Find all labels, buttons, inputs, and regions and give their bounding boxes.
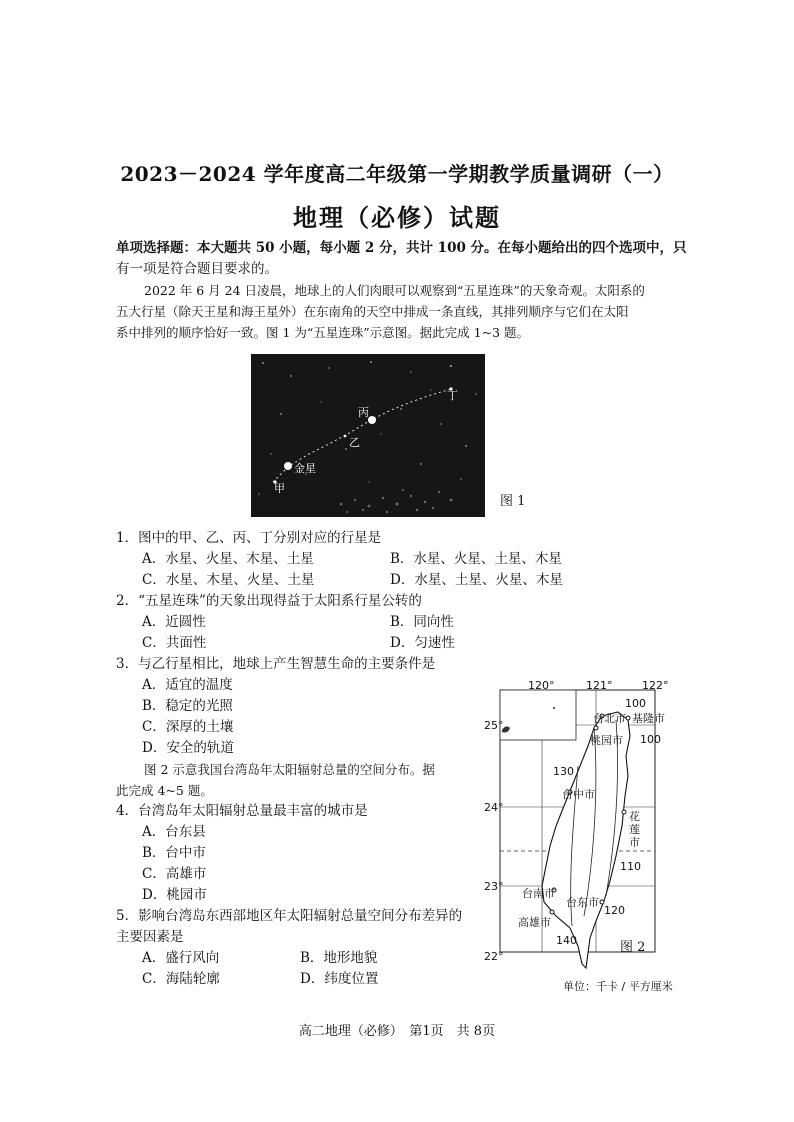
q3-option-d: D．安全的轨道 [142,740,234,756]
planet-yi-dot [344,435,347,438]
city-taipei: 台北市 [593,712,626,725]
lat-label-24: 24° [484,801,504,814]
q2-option-d: D．匀速性 [390,635,455,651]
label-jia: 甲 [274,482,285,495]
city-taitung: 台东市 [566,896,599,909]
isoline-100-north: 100 [625,697,646,710]
lat-label-25: 25° [484,719,504,732]
question-5-stem-line1: 5．影响台湾岛东西部地区年太阳辐射总量空间分布差异的 [116,908,463,924]
venus-dot [284,462,292,470]
isoline-130: 130 [553,765,574,778]
city-hualien: 花莲市 [629,810,640,849]
q5-option-b: B．地形地貌 [300,950,378,966]
material1-line1: 2022 年 6 月 24 日凌晨，地球上的人们肉眼可以观察到“五星连珠”的天象奇观。太阳系的 [144,283,645,298]
q1-option-a: A．水星、火星、木星、土星 [142,551,314,567]
city-taichung: 台中市 [562,788,595,801]
figure1-caption: 图 1 [500,494,526,509]
material2-line1: 图 2 示意我国台湾岛年太阳辐射总量的空间分布。据 [144,762,435,777]
q2-option-a: A．近圆性 [142,614,206,630]
isoline-110: 110 [620,860,641,873]
label-venus: 金星 [294,462,316,475]
lon-label-122: 122° [642,679,669,692]
q2-option-b: B．同向性 [390,614,454,630]
question-3-stem: 3．与乙行星相比，地球上产生智慧生命的主要条件是 [116,656,436,672]
q5-option-a: A．盛行风向 [142,950,220,966]
material2-line2: 此完成 4~5 题。 [116,783,213,798]
exam-subtitle: 地理（必修）试题 [293,203,501,232]
section-instruction-line2: 有一项是符合题目要求的。 [116,261,278,277]
isoline-120: 120 [604,904,625,917]
lon-label-120: 120° [528,679,555,692]
section-instruction-line1: 单项选择题：本大题共 50 小题，每小题 2 分，共计 100 分。在每小题给出的四个选项中，只 [116,240,687,256]
material1-line2: 五大行星（除天王星和海王星外）在东南角的天空中排成一条直线，其排列顺序与它们在太阳 [116,304,629,319]
page-footer: 高二地理（必修） 第1页 共 8页 [298,1024,496,1039]
city-taoyuan: 桃园市 [590,734,623,747]
isoline-140: 140 [556,934,577,947]
question-1-stem: 1．图中的甲、乙、丙、丁分别对应的行星是 [116,530,382,546]
lat-label-22: 22° [484,950,504,963]
city-tainan: 台南市 [522,887,555,900]
figure1-svg [251,354,485,517]
label-yi: 乙 [349,436,360,449]
label-bing: 丙 [358,406,369,419]
lon-label-121: 121° [586,679,613,692]
q3-option-c: C．深厚的土壤 [142,719,234,735]
q4-option-c: C．高雄市 [142,866,207,882]
label-ding: 丁 [447,389,458,402]
q3-option-b: B．稳定的光照 [142,698,233,714]
figure2-unit: 单位：千卡 / 平方厘米 [563,980,673,993]
city-keelung: 基隆市 [632,712,665,725]
q2-option-c: C．共面性 [142,635,207,651]
city-kaohsiung: 高雄市 [518,916,551,929]
figure2-caption: 图 2 [620,940,646,955]
q5-option-d: D．纬度位置 [300,971,379,987]
q4-option-b: B．台中市 [142,845,206,861]
q1-option-b: B．水星、火星、土星、木星 [390,551,562,567]
isoline-100-east: 100 [640,733,661,746]
question-4-stem: 4．台湾岛年太阳辐射总量最丰富的城市是 [116,803,368,819]
figure1-image [251,354,485,517]
q1-option-c: C．水星、木星、火星、土星 [142,572,315,588]
q4-option-d: D．桃园市 [142,887,207,903]
exam-title: 2023－2024 学年度高二年级第一学期教学质量调研（一） [120,162,674,186]
q4-option-a: A．台东县 [142,824,206,840]
q1-option-d: D．水星、土星、火星、木星 [390,572,563,588]
material1-line3: 系中排列的顺序恰好一致。图 1 为“五星连珠”示意图。据此完成 1~3 题。 [116,325,530,340]
q5-option-c: C．海陆轮廓 [142,971,220,987]
lat-label-23: 23° [484,880,504,893]
question-5-stem-line2: 主要因素是 [116,929,184,945]
q3-option-a: A．适宜的温度 [142,677,233,693]
planet-bing-dot [368,416,376,424]
question-2-stem: 2．“五星连珠”的天象出现得益于太阳系行星公转的 [116,593,422,609]
